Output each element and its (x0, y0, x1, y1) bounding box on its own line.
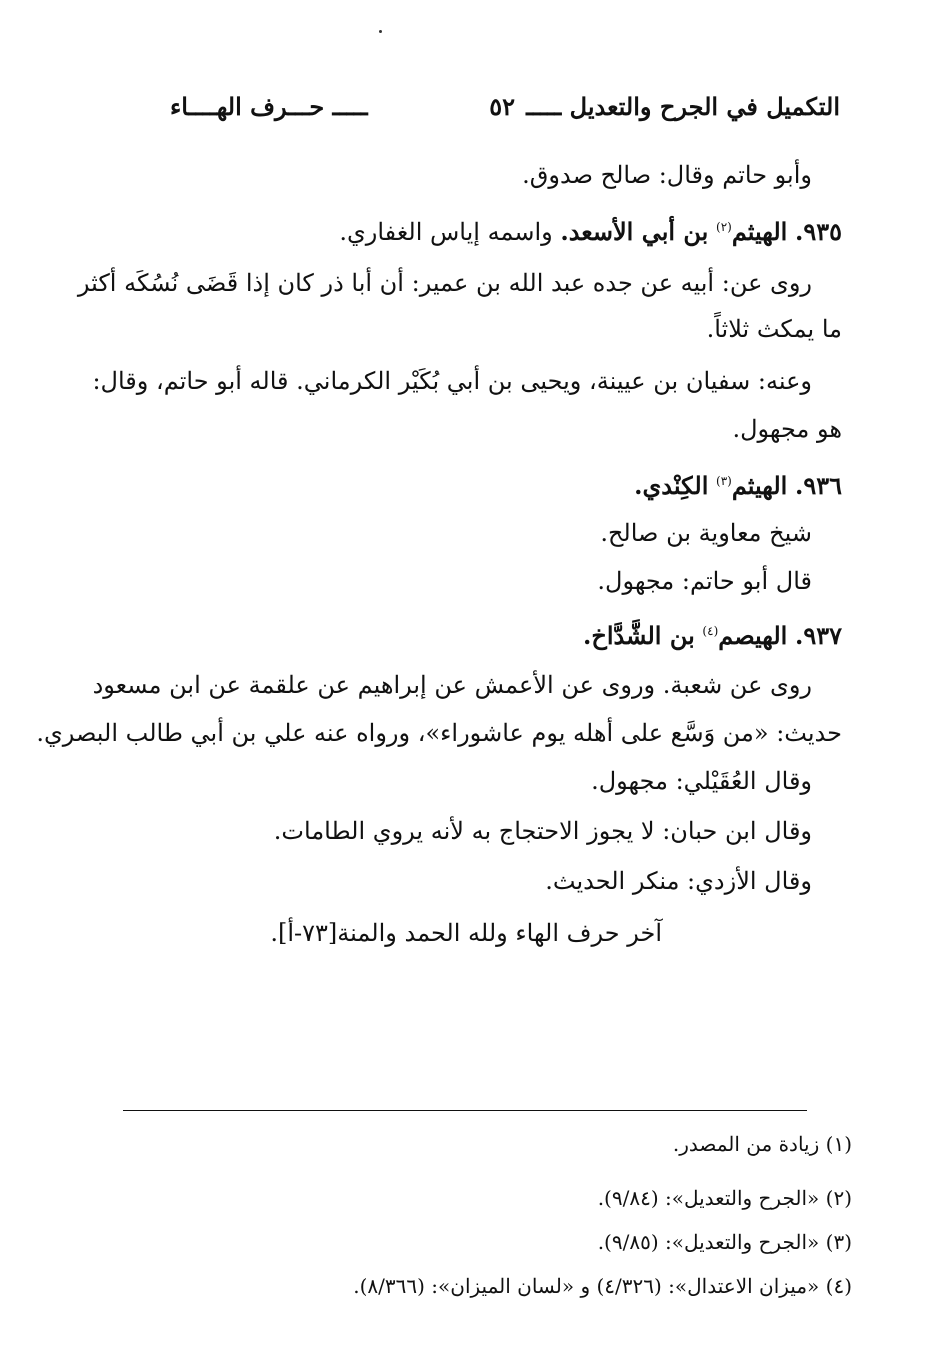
entry-description: واسمه إياس الغفاري. (339, 218, 553, 246)
text-line: ما يمكث ثلاثاً. (706, 315, 842, 343)
entry-name-rest: بن أبي الأسعد. (560, 217, 709, 246)
text-line: وقال الأزدي: منكر الحديث. (545, 867, 812, 895)
text-line: وقال العُقَيْلي: مجهول. (591, 767, 812, 795)
text-line: هو مجهول. (732, 415, 842, 443)
entry-heading (339, 208, 842, 251)
footnote-divider (123, 1110, 807, 1111)
footnote: (٢) «الجرح والتعديل»: (٩/٨٤). (597, 1186, 852, 1210)
footnote: (٤) «ميزان الاعتدال»: (٤/٣٢٦) و «لسان الميزان»: (٨/٣٦٦). (353, 1274, 852, 1298)
entry-number: ٩٣٧. (794, 621, 842, 650)
footnote: (١) زيادة من المصدر. (672, 1132, 852, 1156)
footnote-ref: (٣) (716, 474, 732, 488)
text-line: وعنه: سفيان بن عيينة، ويحيى بن أبي بُكَيْر الكرماني. قاله أبو حاتم، وقال: (92, 367, 812, 395)
running-header (170, 92, 840, 132)
footnote: (٣) «الجرح والتعديل»: (٩/٨٥). (597, 1230, 852, 1254)
entry-number: ٩٣٦. (794, 471, 842, 500)
text-line: روى عن: أبيه عن جده عبد الله بن عمير: أن أبا ذر كان إذا قَضَى نُسُكَه أكثر (77, 269, 812, 297)
entry-heading (583, 612, 842, 655)
speck-mark (379, 30, 382, 33)
text-line: وأبو حاتم وقال: صالح صدوق. (522, 161, 812, 189)
entry-name-rest: بن الشَّدَّاخ. (582, 621, 695, 650)
header-page-number: ٥٢ (489, 92, 515, 121)
header-letter-section: ـــــ حـــرف الهــــاء (170, 92, 368, 121)
footnote-ref: (٤) (702, 624, 719, 638)
text-line: وقال ابن حبان: لا يجوز الاحتجاج به لأنه يروي الطامات. (273, 817, 812, 845)
entry-name: الهيثم (731, 471, 788, 500)
entry-name-rest: الكِنْدي. (634, 471, 709, 500)
entry-heading (634, 462, 842, 505)
entry-name: الهيصم (718, 621, 788, 650)
text-line: قال أبو حاتم: مجهول. (597, 567, 812, 595)
entry-number: ٩٣٥. (794, 217, 842, 246)
entry-name: الهيثم (731, 217, 788, 246)
text-line: حديث: «من وَسَّع على أهله يوم عاشوراء»، ورواه عنه علي بن أبي طالب البصري. (36, 719, 842, 747)
text-line: روى عن شعبة. وروى عن الأعمش عن إبراهيم عن علقمة عن ابن مسعود (92, 671, 812, 699)
footnote-ref: (٢) (716, 220, 732, 234)
closing-line: آخر حرف الهاء ولله الحمد والمنة[٧٣-أ]. (270, 919, 662, 947)
header-book-title: التكميل في الجرح والتعديل ـــــ (526, 92, 840, 121)
text-line: شيخ معاوية بن صالح. (600, 519, 812, 547)
